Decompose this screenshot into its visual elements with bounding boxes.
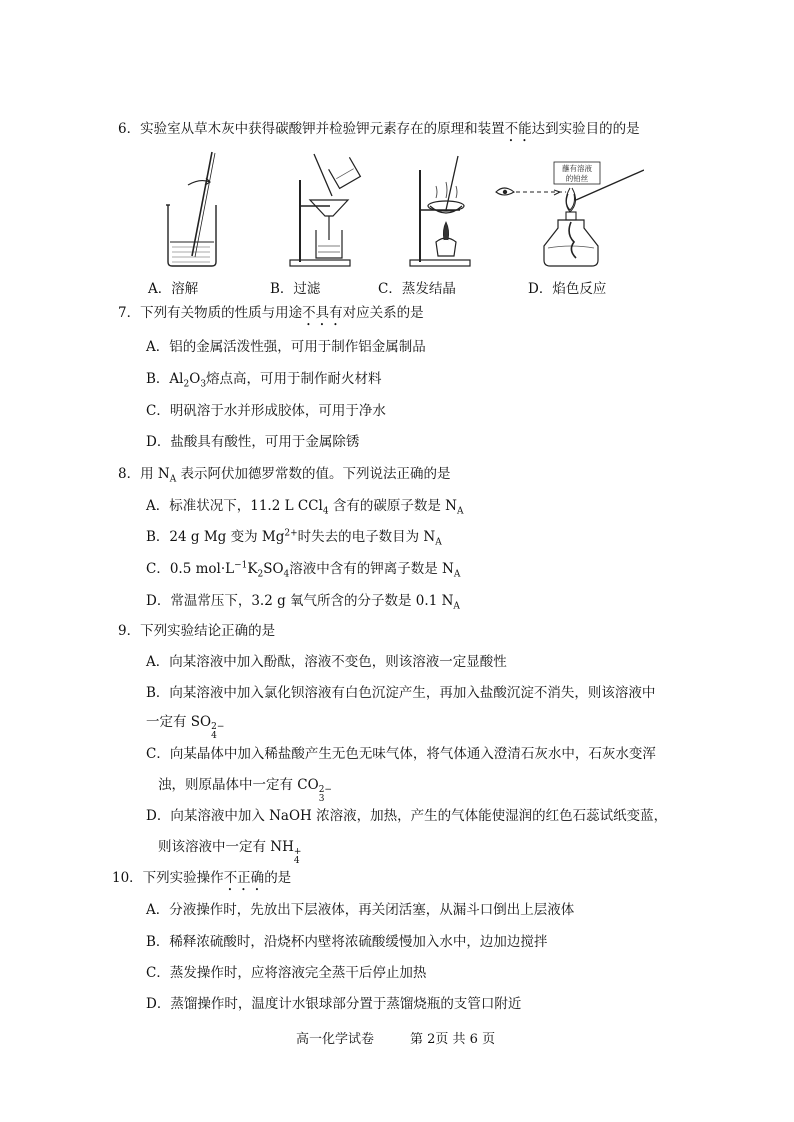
q7-b-prefix: B．Al bbox=[146, 371, 184, 387]
q8-option-b bbox=[146, 528, 442, 546]
q10-option-b: B．稀释浓硫酸时，沿烧杯内壁将浓硫酸缓慢加入水中，边加边搅拌 bbox=[146, 934, 548, 950]
q10-stem-text: 10．下列实验操作 bbox=[112, 870, 224, 886]
q9-option-c-line1: C．向某晶体中加入稀盐酸产生无色无味气体，将气体通入澄清石灰水中，石灰水变浑 bbox=[146, 746, 656, 762]
q8-c-sup: −1 bbox=[234, 560, 248, 571]
q8-d-sub: A bbox=[453, 601, 460, 612]
q6-caption-a: A．溶解 bbox=[148, 281, 199, 297]
q10-option-d: D．蒸馏操作时，温度计水银球部分置于蒸馏烧瓶的支管口附近 bbox=[146, 996, 522, 1012]
q7-b-o: O bbox=[189, 371, 201, 387]
q9-stem: 9．下列实验结论正确的是 bbox=[118, 623, 276, 639]
q8-stem-sub: A bbox=[169, 474, 177, 485]
q8-c-pre: C．0.5 mol·L bbox=[146, 561, 235, 577]
q6-caption-c: C．蒸发结晶 bbox=[378, 281, 456, 297]
q8-stem-pre: 8．用 N bbox=[118, 466, 170, 482]
q9-option-c-line2 bbox=[158, 776, 332, 804]
q9-b2-text: 一定有 SO bbox=[146, 714, 212, 730]
apparatus-flame-test-figure bbox=[494, 150, 644, 268]
q8-c-sub2: 4 bbox=[283, 569, 290, 580]
q9-option-b-line1: B．向某溶液中加入氯化钡溶液有白色沉淀产生，再加入盐酸沉淀不消失，则该溶液中 bbox=[146, 685, 656, 701]
q8-a-mid: 含有的碳原子数是 N bbox=[332, 498, 457, 514]
q9-option-a: A．向某溶液中加入酚酞，溶液不变色，则该溶液一定显酸性 bbox=[146, 654, 507, 670]
q10-option-c: C．蒸发操作时，应将溶液完全蒸干后停止加热 bbox=[146, 965, 427, 981]
q8-b-sup: 2+ bbox=[284, 528, 298, 539]
q8-b-mid: 时失去的电子数目为 N bbox=[297, 529, 436, 545]
q10-option-a: A．分液操作时，先放出下层液体，再关闭活塞，从漏斗口倒出上层液体 bbox=[146, 902, 575, 918]
q8-c-sub1: 2 bbox=[257, 569, 264, 580]
q8-c-so: SO bbox=[263, 561, 284, 577]
q6-emphasis: 不能 bbox=[504, 121, 532, 137]
q6-caption-b: B．过滤 bbox=[270, 281, 321, 297]
q10-emphasis: 不正确 bbox=[223, 870, 265, 886]
q7-emphasis: 不具有 bbox=[302, 305, 343, 321]
q8-b-sub: A bbox=[435, 537, 442, 548]
q8-c-k: K bbox=[247, 561, 258, 577]
q7-b-text: 熔点高，可用于制作耐火材料 bbox=[206, 371, 382, 387]
q6-stem-text: 6．实验室从草木灰中获得碳酸钾并检验钾元素存在的原理和装置 bbox=[118, 121, 505, 137]
flame-test-label: 蘸有溶液 bbox=[562, 164, 592, 173]
q8-option-c bbox=[146, 560, 460, 578]
footer-exam-name: 高一化学试卷 bbox=[296, 1032, 375, 1047]
q9-c2-sup: 2− bbox=[318, 785, 332, 795]
svg-text:的铂丝: 的铂丝 bbox=[565, 174, 589, 183]
q6-caption-d: D．焰色反应 bbox=[528, 281, 607, 297]
q8-stem bbox=[118, 465, 451, 483]
q8-option-a bbox=[146, 497, 463, 515]
q8-a-sub2: A bbox=[456, 506, 464, 517]
q9-d2-sub: 4 bbox=[293, 856, 300, 866]
q7-stem-text: 7．下列有关物质的性质与用途 bbox=[118, 305, 303, 321]
q8-d-pre: D．常温常压下，3.2 g 氧气所含的分子数是 0.1 N bbox=[146, 593, 454, 609]
apparatus-evaporation-figure bbox=[406, 150, 486, 268]
q8-c-mid: 溶液中含有的钾离子数是 N bbox=[289, 561, 454, 577]
q8-c-sub3: A bbox=[453, 569, 461, 580]
q9-b2-sub: 4 bbox=[211, 731, 217, 741]
apparatus-dissolve-figure bbox=[160, 150, 230, 268]
q7-option-b bbox=[146, 370, 382, 388]
q8-stem-post: 表示阿伏加德罗常数的值。下列说法正确的是 bbox=[180, 466, 451, 482]
q9-d2-text: 则该溶液中一定有 NH bbox=[158, 839, 294, 855]
q9-option-b-line2 bbox=[146, 713, 224, 741]
q9-option-d-line1: D．向某溶液中加入 NaOH 浓溶液，加热，产生的气体能使湿润的红色石蕊试纸变蓝， bbox=[146, 808, 668, 824]
q8-a-sub: 4 bbox=[322, 506, 329, 517]
q7-option-c: C．明矾溶于水并形成胶体，可用于净水 bbox=[146, 403, 386, 419]
q7-b-sub1: 2 bbox=[183, 379, 190, 390]
q7-stem bbox=[118, 304, 424, 329]
q9-c2-text: 浊，则原晶体中一定有 CO bbox=[158, 777, 319, 793]
q6-stem bbox=[118, 120, 640, 145]
q9-d2-sup: + bbox=[293, 847, 302, 857]
q10-stem bbox=[112, 869, 291, 894]
q9-c2-sub: 3 bbox=[318, 794, 325, 804]
q8-a-pre: A．标准状况下，11.2 L CCl bbox=[146, 498, 323, 514]
q7-stem-tail: 对应关系的是 bbox=[342, 305, 424, 321]
q7-option-d: D．盐酸具有酸性，可用于金属除锈 bbox=[146, 434, 360, 450]
q9-option-d-line2 bbox=[158, 838, 301, 866]
q8-option-d bbox=[146, 592, 460, 610]
q6-stem-tail: 达到实验目的的是 bbox=[531, 121, 640, 137]
q7-option-a: A．铝的金属活泼性强，可用于制作铝金属制品 bbox=[146, 339, 426, 355]
q10-stem-tail: 的是 bbox=[264, 870, 292, 886]
q7-b-sub2: 3 bbox=[200, 379, 207, 390]
q9-b2-sup: 2− bbox=[211, 722, 225, 732]
footer-page-number: 第 2页 共 6 页 bbox=[410, 1032, 496, 1047]
apparatus-filtration-figure bbox=[286, 150, 366, 268]
q8-b-pre: B．24 g Mg 变为 Mg bbox=[146, 529, 285, 545]
